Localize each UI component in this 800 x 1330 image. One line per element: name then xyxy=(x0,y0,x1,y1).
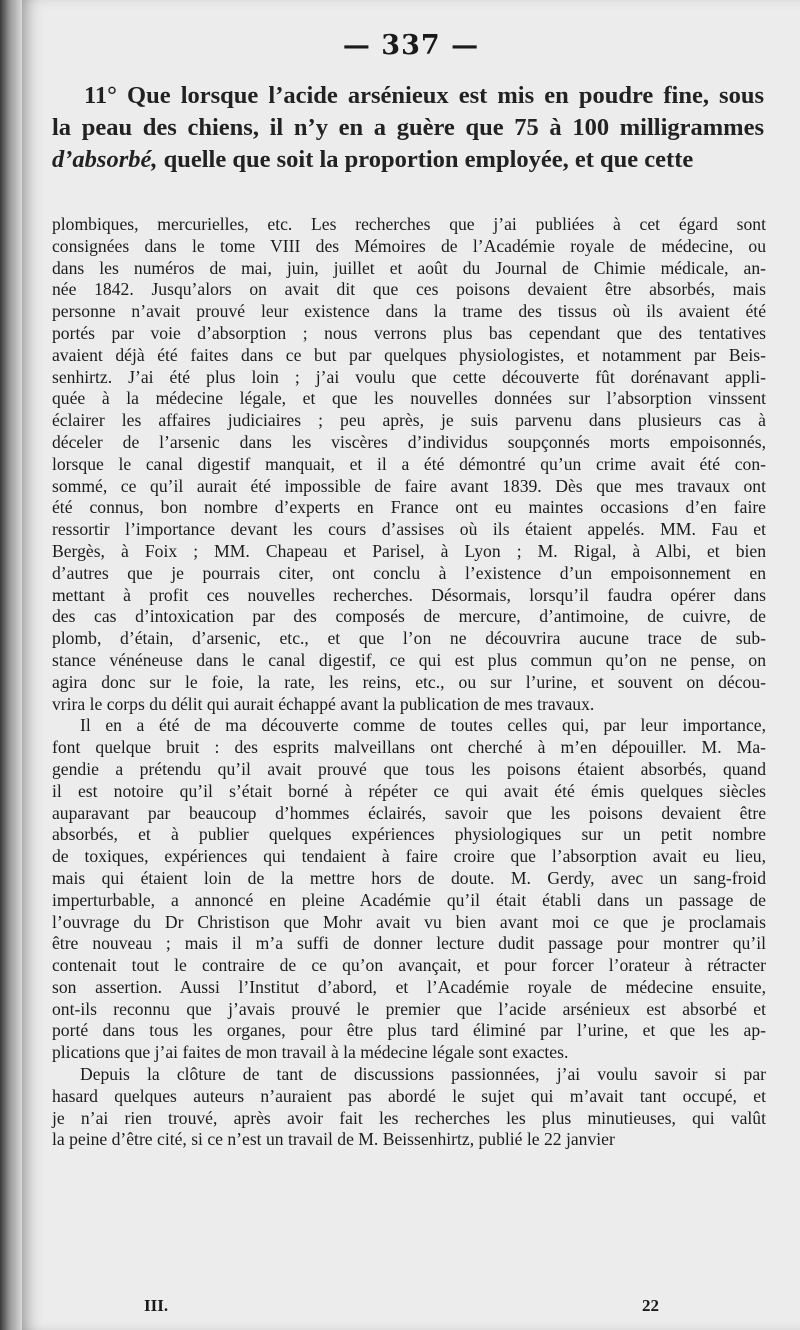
footnote-line: ressortir l’importance devant les cours d’assises où ils étaient appelés. MM. Fau et xyxy=(52,519,766,540)
footnote-line: d’autres que je pourrais citer, ont conclu à l’existence d’un empoisonnement en xyxy=(52,562,766,583)
footnote-line: hasard quelques auteurs n’auraient pas abordé le sujet qui m’avait tant occupé, et xyxy=(52,1085,766,1106)
page-footer xyxy=(22,1296,800,1326)
footnote-line: être nouveau ; mais il m’a suffi de donner lecture dudit passage pour montrer qu’il xyxy=(52,933,766,954)
footnote-line: senhirtz. J’ai été plus loin ; j’ai voulu que cette découverte fût dorénavant appli- xyxy=(52,366,766,387)
footnote-line: Depuis la clôture de tant de discussions passionnées, j’ai voulu savoir si par xyxy=(80,1064,766,1085)
footnote-line: Il en a été de ma découverte comme de toutes celles qui, par leur importance, xyxy=(80,715,766,736)
footnote-line: vrira le corps du délit qui aurait échappé avant la publication de mes travaux. xyxy=(52,693,595,714)
footnote-line: agira donc sur le foie, la rate, les reins, etc., ou sur l’urine, et souvent on décou- xyxy=(52,671,766,692)
footnote-line: portés par voie d’absorption ; nous verrons plus bas cependant que des tentatives xyxy=(52,322,766,343)
main-line-last xyxy=(52,144,764,176)
footnote-line: éclairer les affaires judiciaires ; peu après, je suis parvenu dans plusieurs cas à xyxy=(52,410,766,431)
footnote-line: de toxiques, expériences qui tendaient à faire croire que l’absorption avait eu lieu, xyxy=(52,846,766,867)
sheet-number: 22 xyxy=(642,1296,659,1315)
footnote-line: consignées dans le tome VIII des Mémoires de l’Académie royale de médecine, ou xyxy=(52,235,766,256)
page-number: — 337 — xyxy=(342,30,480,61)
footnote-block xyxy=(52,214,766,1151)
footnote-line: auparavant par beaucoup d’hommes éclairés, savoir que les poisons devaient être xyxy=(52,802,766,823)
main-line-rest: quelle que soit la proportion employée, et que cette xyxy=(157,146,694,173)
signature-mark: III. xyxy=(144,1296,169,1315)
footnote-line: il est notoire qu’il s’était borné à répéter ce qui avait été émis quelques siècles xyxy=(52,780,766,801)
footnote-line: avaient déjà été faites dans ce but par quelques physiologistes, et notamment par Beis- xyxy=(52,344,766,365)
footnote-line: dans les numéros de mai, juin, juillet et août du Journal de Chimie médicale, an- xyxy=(52,257,766,278)
footnote-line: la peine d’être cité, si ce n’est un travail de M. Beissenhirtz, publié le 22 janvier xyxy=(52,1129,615,1150)
footnote-line: née 1842. Jusqu’alors on avait dit que ces poisons devaient être absorbés, mais xyxy=(52,279,766,300)
footnote-line: lorsque le canal digestif manquait, et il a été démontré qu’un crime avait été con- xyxy=(52,453,766,474)
footnote-line: plombiques, mercurielles, etc. Les recherches que j’ai publiées à cet égard sont xyxy=(52,214,766,234)
italic-term: d’absorbé, xyxy=(52,146,158,173)
main-line: la peau des chiens, il n’y en a guère que 75 à 100 milligrammes xyxy=(52,114,764,141)
book-page xyxy=(22,0,800,1330)
footnote-line: mais qui étaient loin de la mettre hors de doute. M. Gerdy, avec un sang-froid xyxy=(52,867,766,888)
footnote-line: personne n’avait prouvé leur existence dans la trame des tissus où ils avaient été xyxy=(52,301,766,322)
footnote-line: ont-ils reconnu que j’avais prouvé le premier que l’acide arsénieux est absorbé et xyxy=(52,998,766,1019)
footnote-line: stance vénéneuse dans le canal digestif, ce qui est plus commun qu’on ne pense, on xyxy=(52,649,766,670)
footnote-line: contenait tout le contraire de ce qu’on avançait, et pour forcer l’orateur à rétracter xyxy=(52,955,766,976)
footnote-line: plomb, d’étain, d’arsenic, etc., et que l’on ne découvrira aucune trace de sub- xyxy=(52,628,766,649)
footnote-line: gendie a prétendu qu’il avait prouvé que tous les poisons étaient absorbés, quand xyxy=(52,758,766,779)
footnote-line: sommé, ce qu’il aurait été impossible de faire avant 1839. Dès que mes travaux ont xyxy=(52,475,766,496)
footnote-line: l’ouvrage du Dr Christison que Mohr avait vu bien avant moi ce que je proclamais xyxy=(52,911,766,932)
footnote-line: déceler de l’arsenic dans les viscères d’individus soupçonnés morts empoisonnés, xyxy=(52,431,766,452)
footnote-line: font quelque bruit : des esprits malveillans ont cherché à m’en dépouiller. M. Ma- xyxy=(52,737,766,758)
footnote-line: mettant à profit ces nouvelles recherches. Désormais, lorsqu’il faudra opérer dans xyxy=(52,584,766,605)
footnote-line: des cas d’intoxication par des composés de mercure, d’antimoine, de cuivre, de xyxy=(52,606,766,627)
footnote-line: imperturbable, a annoncé en pleine Académie qu’il était établi dans un passage de xyxy=(52,889,766,910)
footnote-line: Bergès, à Foix ; MM. Chapeau et Parisel, à Lyon ; M. Rigal, à Albi, et bien xyxy=(52,540,766,561)
footnote-line: son assertion. Aussi l’Institut d’abord, et l’Académie royale de médecine ensuite, xyxy=(52,976,766,997)
footnote-line: été connus, bon nombre d’experts en France ont eu maintes occasions d’en faire xyxy=(52,497,766,518)
footnote-line: plications que j’ai faites de mon travail à la médecine légale sont exactes. xyxy=(52,1042,569,1063)
footnote-line: quée à la médecine légale, et que les nouvelles données sur l’absorption vinssent xyxy=(52,388,766,409)
footnote-line: absorbés, et à publier quelques expériences physiologiques sur un petit nombre xyxy=(52,824,766,845)
footnote-line: porté dans tous les organes, pour être plus tard éliminé par l’urine, et que les ap- xyxy=(52,1020,766,1041)
footnote-line: je n’ai rien trouvé, après avoir fait les recherches les plus minutieuses, qui valût xyxy=(52,1107,766,1128)
main-line: 11° Que lorsque l’acide arsénieux est mis en poudre fine, sous xyxy=(84,82,764,109)
main-paragraph xyxy=(52,80,764,176)
